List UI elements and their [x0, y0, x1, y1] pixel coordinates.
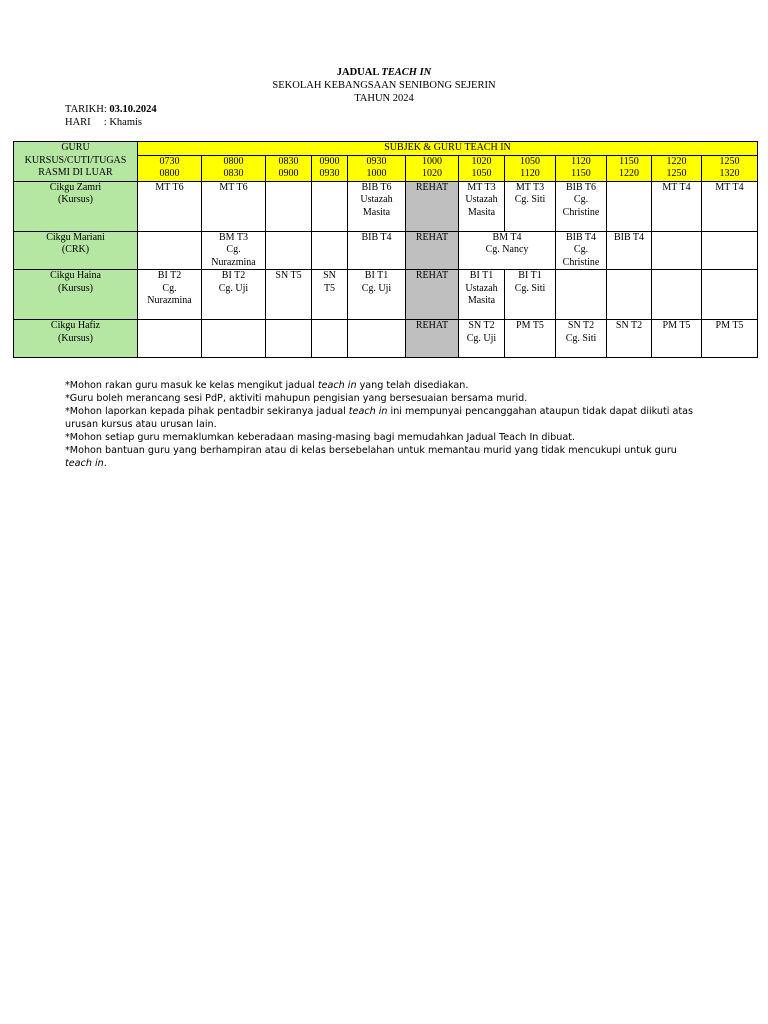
year-label: TAHUN 2024 [354, 93, 414, 104]
lesson-cell: MT T4 [652, 181, 702, 231]
time-slot: 1150 1220 [607, 155, 652, 181]
teacher-cell: Cikgu Haina (Kursus) [14, 270, 138, 320]
note-item: *Mohon bantuan guru yang berhampiran atau di kelas bersebelahan untuk memantau murid yang tidak mencukupi untuk guru teach in. [65, 445, 677, 469]
lesson-cell [607, 270, 652, 320]
teacher-cell: Cikgu Hafiz (Kursus) [14, 320, 138, 358]
table-row [14, 181, 758, 231]
lesson-cell [607, 181, 652, 231]
day-line: HARI : Khamis [65, 117, 143, 128]
time-slot: 0930 1000 [348, 155, 406, 181]
lesson-cell: SN T5 [312, 270, 348, 320]
lesson-cell: BI T2 Cg. Nurazmina [138, 270, 202, 320]
table-row [14, 320, 758, 358]
table-row [14, 231, 758, 270]
lesson-cell: PM T5 [702, 320, 758, 358]
time-slot: 1050 1120 [505, 155, 556, 181]
lesson-cell: BM T4 Cg. Nancy [459, 231, 556, 270]
time-slot: 0830 0900 [266, 155, 312, 181]
lesson-cell: PM T5 [652, 320, 702, 358]
note-item: *Mohon rakan guru masuk ke kelas mengikut jadual teach in yang telah disediakan. [65, 380, 469, 391]
teacher-cell: Cikgu Mariani (CRK) [14, 231, 138, 270]
lesson-cell [348, 320, 406, 358]
subject-header: SUBJEK & GURU TEACH IN [138, 142, 758, 156]
table-header-row [14, 142, 758, 156]
break-cell: REHAT [406, 231, 459, 270]
document-header [0, 66, 768, 105]
lesson-cell: BIB T4 [607, 231, 652, 270]
lesson-cell [312, 231, 348, 270]
time-slot: 1220 1250 [652, 155, 702, 181]
lesson-cell: MT T3 Ustazah Masita [459, 181, 505, 231]
lesson-cell: SN T5 [266, 270, 312, 320]
lesson-cell: SN T2 Cg. Uji [459, 320, 505, 358]
break-cell: REHAT [406, 270, 459, 320]
lesson-cell [652, 231, 702, 270]
lesson-cell [138, 320, 202, 358]
lesson-cell: BIB T6 Cg. Christine [556, 181, 607, 231]
lesson-cell [312, 181, 348, 231]
lesson-cell: MT T6 [138, 181, 202, 231]
lesson-cell: SN T2 [607, 320, 652, 358]
document-title: JADUAL TEACH IN [336, 67, 432, 78]
break-cell: REHAT [406, 181, 459, 231]
lesson-cell: BI T1 Cg. Uji [348, 270, 406, 320]
lesson-cell [138, 231, 202, 270]
lesson-cell: BIB T4 [348, 231, 406, 270]
table-row [14, 270, 758, 320]
time-slot: 1020 1050 [459, 155, 505, 181]
date-value: 03.10.2024 [109, 104, 157, 115]
note-item: *Mohon laporkan kepada pihak pentadbir sekiranya jadual teach in ini mempunyai pencanggahan ataupun tidak dapat diikuti atas urusan kursus atau urusan lain. [65, 406, 693, 430]
lesson-cell [266, 320, 312, 358]
lesson-cell: SN T2 Cg. Siti [556, 320, 607, 358]
day-value: : Khamis [103, 117, 143, 128]
lesson-cell: BIB T4 Cg. Christine [556, 231, 607, 270]
school-name: SEKOLAH KEBANGSAAN SENIBONG SEJERIN [272, 80, 496, 91]
note-item: *Mohon setiap guru memaklumkan keberadaan masing-masing bagi memudahkan Jadual Teach In dibuat. [65, 432, 576, 443]
lesson-cell [312, 320, 348, 358]
time-slot: 0800 0830 [202, 155, 266, 181]
teacher-cell: Cikgu Zamri (Kursus) [14, 181, 138, 231]
notes-section [65, 379, 705, 470]
lesson-cell [556, 270, 607, 320]
time-slot: 1120 1150 [556, 155, 607, 181]
lesson-cell [202, 320, 266, 358]
lesson-cell: MT T6 [202, 181, 266, 231]
schedule-table [13, 141, 758, 358]
lesson-cell [702, 231, 758, 270]
lesson-cell [266, 181, 312, 231]
time-slot: 0730 0800 [138, 155, 202, 181]
guru-column-header: GURU KURSUS/CUTI/TUGAS RASMI DI LUAR [14, 142, 138, 182]
time-slot: 1000 1020 [406, 155, 459, 181]
time-slot: 0900 0930 [312, 155, 348, 181]
break-cell: REHAT [406, 320, 459, 358]
lesson-cell: MT T3 Cg. Siti [505, 181, 556, 231]
lesson-cell: BIB T6 Ustazah Masita [348, 181, 406, 231]
date-line: TARIKH: 03.10.2024 [65, 104, 157, 115]
note-item: *Guru boleh merancang sesi PdP, aktiviti mahupun pengisian yang bersesuaian bersama murid. [65, 393, 528, 404]
lesson-cell [266, 231, 312, 270]
lesson-cell [652, 270, 702, 320]
lesson-cell: BI T1 Ustazah Masita [459, 270, 505, 320]
lesson-cell: BI T1 Cg. Siti [505, 270, 556, 320]
document-meta [65, 103, 157, 129]
lesson-cell: BI T2 Cg. Uji [202, 270, 266, 320]
lesson-cell: MT T4 [702, 181, 758, 231]
lesson-cell: BM T3 Cg. Nurazmina [202, 231, 266, 270]
time-slot: 1250 1320 [702, 155, 758, 181]
lesson-cell [702, 270, 758, 320]
lesson-cell: PM T5 [505, 320, 556, 358]
